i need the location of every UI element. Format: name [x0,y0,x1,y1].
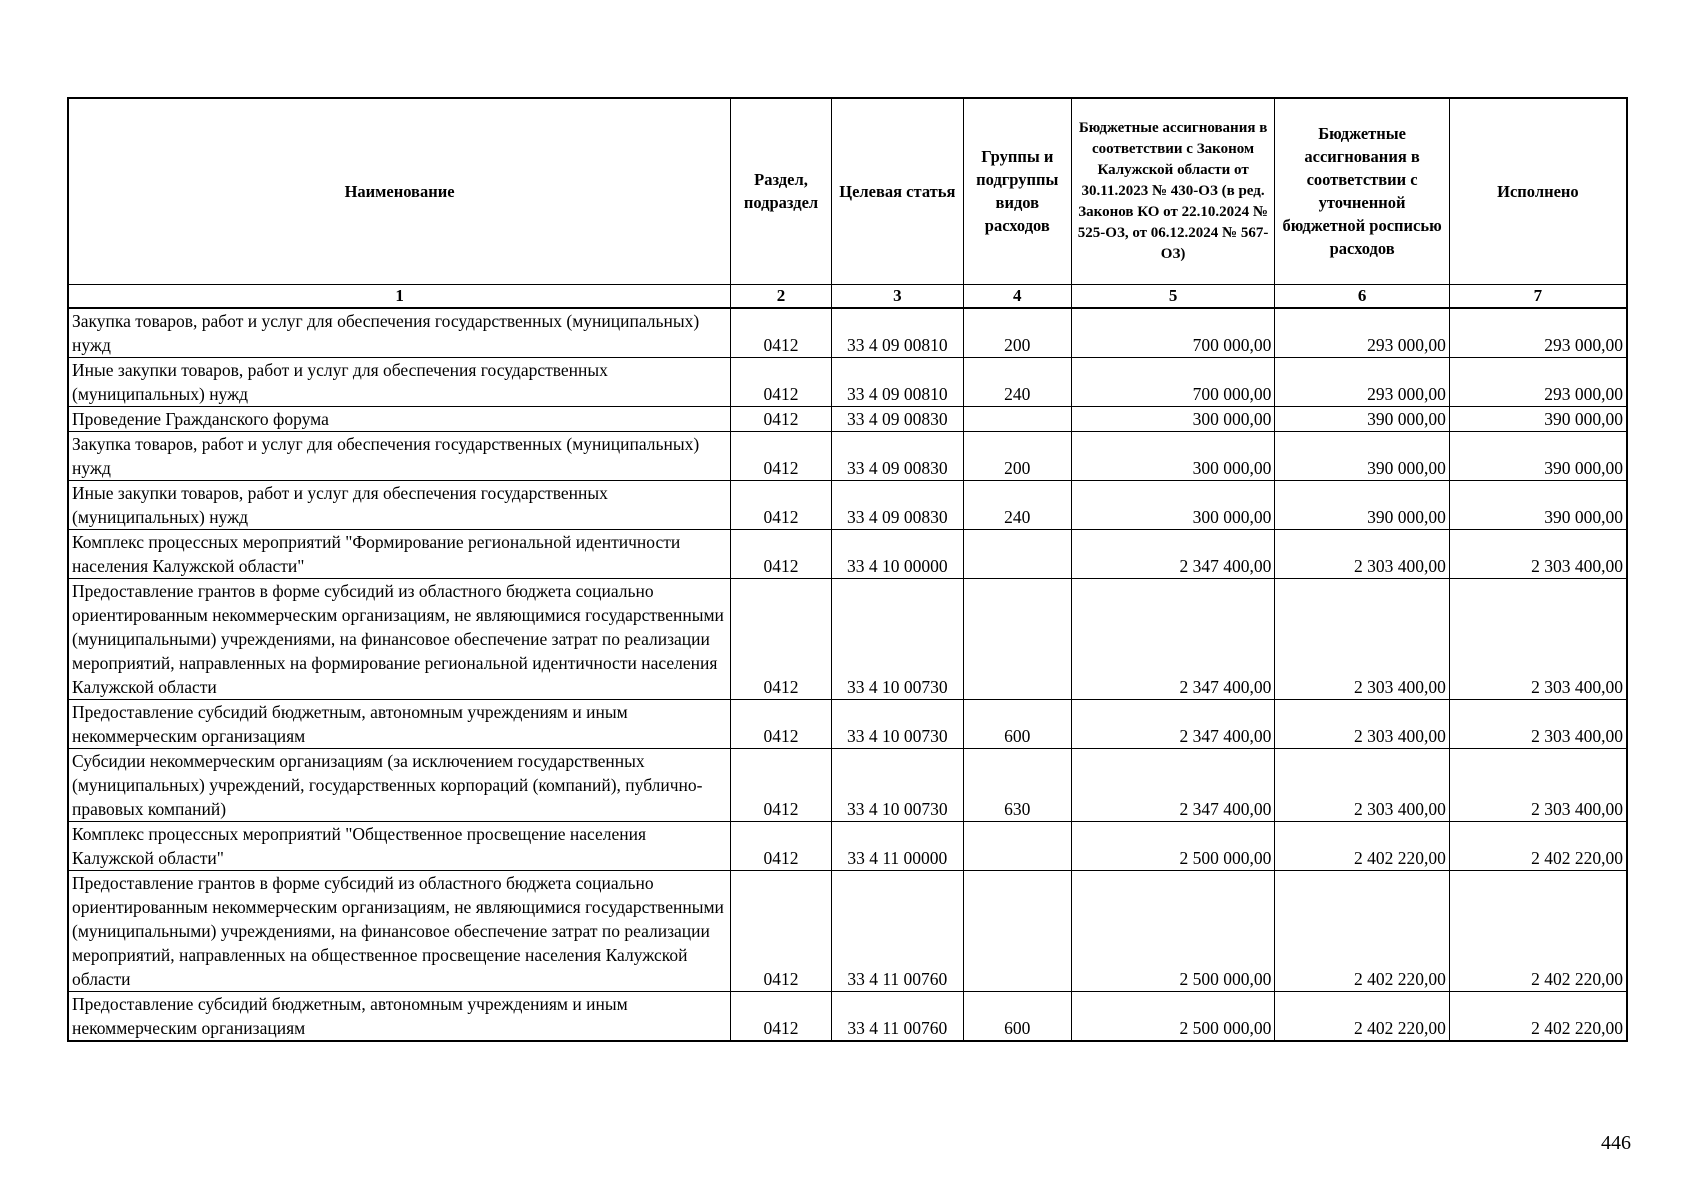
row-section: 0412 [731,406,832,431]
row-law-allocation: 2 347 400,00 [1071,748,1275,821]
column-number-row [68,284,1627,308]
row-refined-allocation: 2 303 400,00 [1275,699,1449,748]
table-row [68,308,1627,358]
row-executed: 2 303 400,00 [1449,578,1627,699]
table-row [68,870,1627,991]
row-refined-allocation: 390 000,00 [1275,431,1449,480]
table-row [68,529,1627,578]
row-target: 33 4 09 00830 [831,406,963,431]
row-executed: 2 402 220,00 [1449,870,1627,991]
row-law-allocation: 2 500 000,00 [1071,991,1275,1041]
row-name: Предоставление субсидий бюджетным, автономным учреждениям и иным некоммерческим организациям [68,991,731,1041]
column-number: 4 [963,284,1071,308]
row-group: 240 [963,480,1071,529]
row-name: Закупка товаров, работ и услуг для обеспечения государственных (муниципальных) нужд [68,308,731,358]
row-section: 0412 [731,529,832,578]
row-target: 33 4 10 00730 [831,699,963,748]
header-law-allocations: Бюджетные ассигнования в соответствии с Законом Калужской области от 30.11.2023 № 430-ОЗ (в ред. Законов КО от 22.10.2024 № 525-ОЗ, от 06.12.2024 № 567-ОЗ) [1071,98,1275,284]
row-name: Комплекс процессных мероприятий "Общественное просвещение населения Калужской области" [68,821,731,870]
row-law-allocation: 2 347 400,00 [1071,529,1275,578]
page-number: 446 [1601,1132,1631,1154]
row-law-allocation: 300 000,00 [1071,406,1275,431]
row-target: 33 4 09 00810 [831,308,963,358]
row-target: 33 4 11 00760 [831,991,963,1041]
row-refined-allocation: 2 402 220,00 [1275,821,1449,870]
row-target: 33 4 09 00830 [831,431,963,480]
row-target: 33 4 11 00760 [831,870,963,991]
row-name: Субсидии некоммерческим организациям (за исключением государственных (муниципальных) учреждений, государственных корпораций (компаний), публично-правовых компаний) [68,748,731,821]
row-name: Предоставление субсидий бюджетным, автономным учреждениям и иным некоммерческим организациям [68,699,731,748]
row-name: Иные закупки товаров, работ и услуг для обеспечения государственных (муниципальных) нужд [68,357,731,406]
table-row [68,357,1627,406]
row-executed: 2 402 220,00 [1449,991,1627,1041]
row-section: 0412 [731,308,832,358]
row-section: 0412 [731,748,832,821]
row-name: Иные закупки товаров, работ и услуг для обеспечения государственных (муниципальных) нужд [68,480,731,529]
row-target: 33 4 10 00730 [831,578,963,699]
header-refined-allocations: Бюджетные ассигнования в соответствии с уточненной бюджетной росписью расходов [1275,98,1449,284]
row-group: 200 [963,308,1071,358]
row-refined-allocation: 390 000,00 [1275,480,1449,529]
row-law-allocation: 700 000,00 [1071,308,1275,358]
row-executed: 2 402 220,00 [1449,821,1627,870]
row-executed: 390 000,00 [1449,431,1627,480]
row-law-allocation: 700 000,00 [1071,357,1275,406]
column-number: 5 [1071,284,1275,308]
row-executed: 2 303 400,00 [1449,699,1627,748]
row-group [963,529,1071,578]
header-row [68,98,1627,284]
row-refined-allocation: 2 303 400,00 [1275,578,1449,699]
row-name: Предоставление грантов в форме субсидий из областного бюджета социально ориентированным некоммерческим организациям, не являющимися государственными (муниципальными) учреждениями, на финансовое обеспечение затрат по реализации мероприятий, направленных на общественное просвещение населения Калужской области [68,870,731,991]
row-section: 0412 [731,480,832,529]
row-law-allocation: 2 347 400,00 [1071,578,1275,699]
row-section: 0412 [731,357,832,406]
row-section: 0412 [731,991,832,1041]
header-section: Раздел, подраздел [731,98,832,284]
row-refined-allocation: 2 402 220,00 [1275,870,1449,991]
header-groups: Группы и подгруппы видов расходов [963,98,1071,284]
header-name: Наименование [68,98,731,284]
row-law-allocation: 2 500 000,00 [1071,870,1275,991]
row-group [963,406,1071,431]
row-executed: 390 000,00 [1449,406,1627,431]
row-refined-allocation: 390 000,00 [1275,406,1449,431]
row-refined-allocation: 2 303 400,00 [1275,529,1449,578]
table-row [68,748,1627,821]
row-section: 0412 [731,431,832,480]
row-name: Предоставление грантов в форме субсидий из областного бюджета социально ориентированным некоммерческим организациям, не являющимися государственными (муниципальными) учреждениями, на финансовое обеспечение затрат по реализации мероприятий, направленных на формирование региональной идентичности населения Калужской области [68,578,731,699]
table-row [68,991,1627,1041]
row-name: Комплекс процессных мероприятий "Формирование региональной идентичности населения Калужской области" [68,529,731,578]
row-refined-allocation: 2 303 400,00 [1275,748,1449,821]
header-executed: Исполнено [1449,98,1627,284]
column-number: 3 [831,284,963,308]
row-executed: 293 000,00 [1449,357,1627,406]
table-row [68,406,1627,431]
table-row [68,578,1627,699]
header-target: Целевая статья [831,98,963,284]
row-group: 200 [963,431,1071,480]
row-refined-allocation: 293 000,00 [1275,357,1449,406]
row-executed: 293 000,00 [1449,308,1627,358]
row-group: 240 [963,357,1071,406]
row-name: Проведение Гражданского форума [68,406,731,431]
column-number: 7 [1449,284,1627,308]
row-section: 0412 [731,821,832,870]
column-number: 1 [68,284,731,308]
row-law-allocation: 300 000,00 [1071,480,1275,529]
row-group: 630 [963,748,1071,821]
row-target: 33 4 09 00830 [831,480,963,529]
row-section: 0412 [731,870,832,991]
row-executed: 2 303 400,00 [1449,748,1627,821]
column-number: 6 [1275,284,1449,308]
row-target: 33 4 10 00000 [831,529,963,578]
row-section: 0412 [731,699,832,748]
row-law-allocation: 2 500 000,00 [1071,821,1275,870]
row-group: 600 [963,699,1071,748]
row-target: 33 4 09 00810 [831,357,963,406]
row-group: 600 [963,991,1071,1041]
row-target: 33 4 10 00730 [831,748,963,821]
column-number: 2 [731,284,832,308]
row-section: 0412 [731,578,832,699]
row-refined-allocation: 293 000,00 [1275,308,1449,358]
table-row [68,431,1627,480]
row-law-allocation: 300 000,00 [1071,431,1275,480]
table-row [68,480,1627,529]
row-group [963,821,1071,870]
row-executed: 390 000,00 [1449,480,1627,529]
table-header [68,98,1627,308]
row-group [963,870,1071,991]
table-row [68,699,1627,748]
row-name: Закупка товаров, работ и услуг для обеспечения государственных (муниципальных) нужд [68,431,731,480]
row-law-allocation: 2 347 400,00 [1071,699,1275,748]
row-executed: 2 303 400,00 [1449,529,1627,578]
budget-table [67,97,1628,1042]
row-group [963,578,1071,699]
row-refined-allocation: 2 402 220,00 [1275,991,1449,1041]
table-row [68,821,1627,870]
row-target: 33 4 11 00000 [831,821,963,870]
table-body [68,308,1627,1041]
